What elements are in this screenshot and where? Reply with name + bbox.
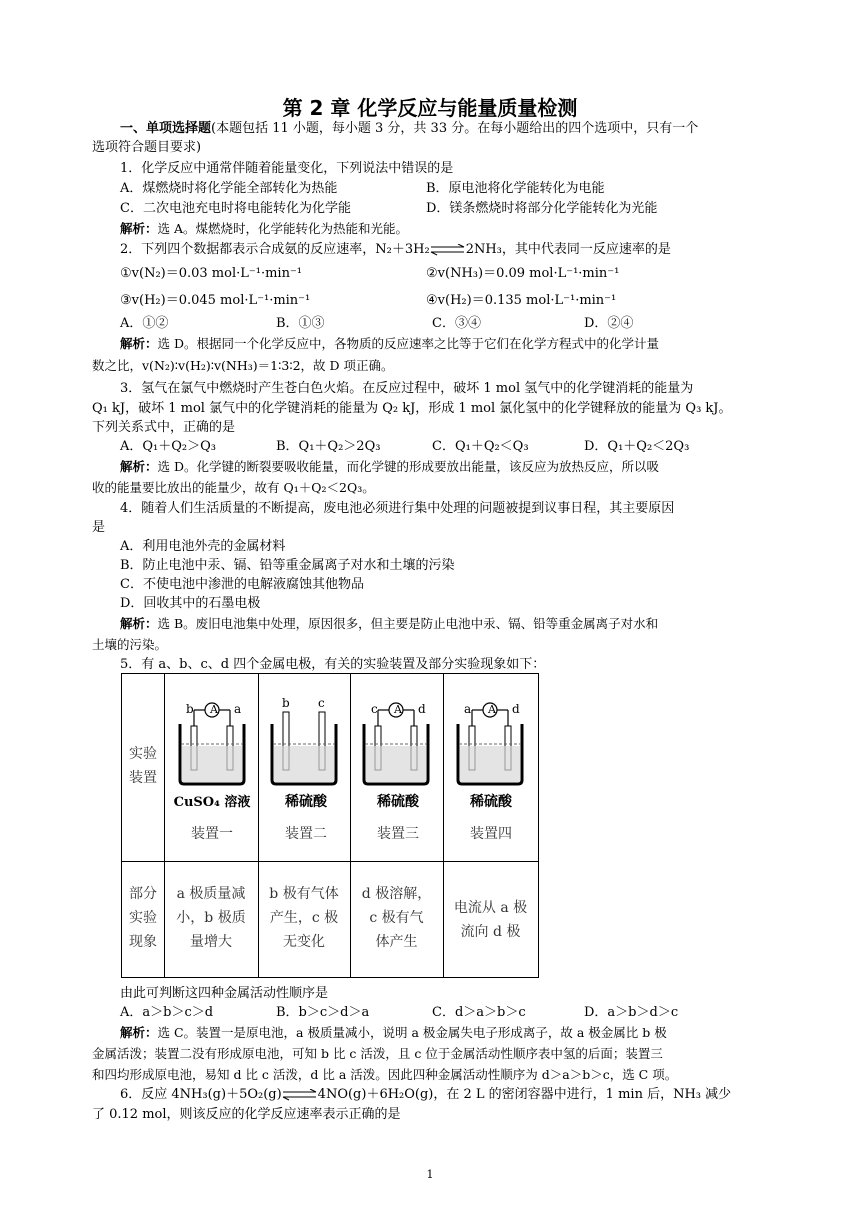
page-title: 第 2 章 化学反应与能量质量检测 <box>282 96 578 120</box>
q2-analysis-2: 数之比，v(N₂)∶v(H₂)∶v(NH₃)＝1∶3∶2，故 D 项正确。 <box>92 358 394 373</box>
q2-stem-a: 2．下列四个数据都表示合成氨的反应速率，N₂＋3H₂ <box>120 242 430 257</box>
q1-option-a: A．煤燃烧时将化学能全部转化为热能 <box>120 181 338 196</box>
q3-option-a: A．Q₁＋Q₂＞Q₃ <box>120 439 216 454</box>
device-name: 装置二 <box>285 826 327 842</box>
q4-analysis-1: 选 B。废旧电池集中处理，原因很多，但主要是防止电池中汞、镉、铅等重金属离子对水和 <box>157 616 659 631</box>
q5-option-a: A．a＞b＞c＞d <box>120 1005 214 1020</box>
q2-option-a: A．①② <box>120 316 169 331</box>
q1-option-d: D．镁条燃烧时将部分化学能转化为光能 <box>426 201 658 216</box>
q3-line-1: 3．氢气在氯气中燃烧时产生苍白色火焰。在反应过程中，破坏 1 mol 氢气中的化学键消耗的能量为 <box>120 381 694 396</box>
q3-analysis <box>120 458 659 475</box>
analysis-label: 解析： <box>120 221 158 236</box>
q4-option-d: D．回收其中的石墨电极 <box>120 596 261 611</box>
section-desc: (本题包括 11 小题，每小题 3 分，共 33 分。在每小题给出的四个选项中，只有一个 <box>211 121 699 136</box>
experiment-table <box>121 673 539 978</box>
q5-analysis-1: 选 C。装置一是原电池，a 极质量减小，说明 a 极金属失电子形成离子，故 a 极金属比 b 极 <box>157 1025 667 1040</box>
q5-option-c: C．d＞a＞b＞c <box>432 1005 526 1020</box>
q4-line-2: 是 <box>92 520 106 535</box>
phenomenon-1: a 极质量减 小，b 极质 量增大 <box>176 886 246 950</box>
q5-option-b: B．b＞c＞d＞a <box>276 1005 370 1020</box>
electrode-label: c <box>318 696 325 710</box>
q2-analysis-1: 选 D。根据同一个化学反应中，各物质的反应速率之比等于它们在化学方程式中的化学计量 <box>157 336 660 351</box>
q5-option-d: D．a＞b＞d＞c <box>584 1005 679 1020</box>
q2-option-d: D．②④ <box>584 316 634 331</box>
electrode-label: b <box>186 702 194 716</box>
q4-analysis-2: 土壤的污染。 <box>92 637 168 652</box>
ammeter-icon: A <box>488 703 496 716</box>
electrode-label: a <box>234 702 242 716</box>
q6-stem <box>120 1086 731 1103</box>
q3-option-b: B．Q₁＋Q₂＞2Q₃ <box>276 439 381 454</box>
row-label-apparatus: 实验 装置 <box>129 746 157 786</box>
q1-stem: 1．化学反应中通常伴随着能量变化，下列说法中错误的是 <box>120 161 454 176</box>
solution-label: CuSO₄ 溶液 <box>173 795 251 810</box>
solution-label: 稀硫酸 <box>470 794 512 810</box>
analysis-label: 解析： <box>120 459 158 474</box>
q2-rate-4: ④v(H₂)＝0.135 mol·L⁻¹·min⁻¹ <box>426 293 617 308</box>
q3-line-3: 下列关系式中，正确的是 <box>92 420 236 435</box>
q3-option-d: D．Q₁＋Q₂＜2Q₃ <box>584 439 690 454</box>
q2-rate-3: ③v(H₂)＝0.045 mol·L⁻¹·min⁻¹ <box>120 293 311 308</box>
solution-label: 稀硫酸 <box>285 794 327 810</box>
page-number: 1 <box>426 1168 434 1181</box>
electrode-label: d <box>418 702 426 716</box>
solution-label: 稀硫酸 <box>377 794 419 810</box>
q2-rate-1: ①v(N₂)＝0.03 mol·L⁻¹·min⁻¹ <box>120 266 303 281</box>
q2-option-b: B．①③ <box>276 316 325 331</box>
ammeter-icon: A <box>394 703 402 716</box>
q3-option-c: C．Q₁＋Q₂＜Q₃ <box>432 439 529 454</box>
q2-stem-b: 2NH₃，其中代表同一反应速率的是 <box>465 242 671 257</box>
q5-analysis-2: 金属活泼；装置二没有形成原电池，可知 b 比 c 活泼，且 c 位于金属活动性顺序表中氢的后面；装置三 <box>92 1046 663 1061</box>
section-heading-line <box>120 120 698 137</box>
q2-rate-2: ②v(NH₃)＝0.09 mol·L⁻¹·min⁻¹ <box>426 266 620 281</box>
analysis-label: 解析： <box>120 1025 158 1040</box>
q6-stem-b: 4NO(g)＋6H₂O(g)，在 2 L 的密闭容器中进行，1 min 后，NH₃ 减少 <box>317 1087 732 1102</box>
q1-option-c: C．二次电池充电时将电能转化为化学能 <box>120 201 351 216</box>
device-name: 装置三 <box>377 826 419 842</box>
q5-analysis <box>120 1024 667 1041</box>
electrode-label: c <box>371 702 378 716</box>
q5-after: 由此可判断这四种金属活动性顺序是 <box>120 986 329 1001</box>
device-name: 装置四 <box>470 826 512 842</box>
q3-analysis-1: 选 D。化学键的断裂要吸收能量，而化学键的形成要放出能量，该反应为放热反应，所以吸 <box>157 459 660 474</box>
phenomenon-2: b 极有气体 产生，c 极 无变化 <box>269 886 339 950</box>
electrode-label: b <box>282 696 290 710</box>
electrode-label: d <box>512 702 520 716</box>
q4-option-b: B．防止电池中汞、镉、铅等重金属离子对水和土壤的污染 <box>120 558 455 573</box>
q5-stem: 5．有 a、b、c、d 四个金属电极，有关的实验装置及部分实验现象如下： <box>120 657 546 672</box>
electrode-label: a <box>464 702 472 716</box>
q5-analysis-3: 和四均形成原电池，易知 d 比 c 活泼，d 比 a 活泼。因此四种金属活动性顺序为 d＞a＞b＞c，选 C 项。 <box>92 1067 678 1082</box>
ammeter-icon: A <box>210 703 218 716</box>
beaker-diagram-2 <box>264 688 346 788</box>
analysis-label: 解析： <box>120 616 158 631</box>
phenomenon-3: d 极溶解， c 极有气 体产生 <box>361 886 432 950</box>
q4-option-a: A．利用电池外壳的金属材料 <box>120 539 286 554</box>
section-desc-2: 选项符合题目要求) <box>92 140 202 155</box>
reversible-arrow-icon <box>430 244 466 256</box>
row-label-phenomenon: 部分 实验 现象 <box>129 886 157 950</box>
q4-option-c: C．不使电池中渗泄的电解液腐蚀其他物品 <box>120 577 364 592</box>
q1-analysis-text: 选 A。煤燃烧时，化学能转化为热能和光能。 <box>157 221 409 236</box>
q2-analysis <box>120 335 659 352</box>
analysis-label: 解析： <box>120 336 158 351</box>
q3-analysis-2: 收的能量要比放出的能量少，故有 Q₁＋Q₂＜2Q₃。 <box>92 480 375 495</box>
q4-analysis <box>120 615 658 632</box>
phenomenon-4: 电流从 a 极 流向 d 极 <box>453 900 528 940</box>
q6-line-2: 了 0.12 mol，则该反应的化学反应速率表示正确的是 <box>92 1107 401 1122</box>
q2-option-c: C．③④ <box>432 316 481 331</box>
q6-stem-a: 6．反应 4NH₃(g)＋5O₂(g) <box>120 1087 282 1102</box>
q3-line-2: Q₁ kJ，破坏 1 mol 氯气中的化学键消耗的能量为 Q₂ kJ，形成 1 mol 氯化氢中的化学键释放的能量为 Q₃ kJ。 <box>92 401 732 416</box>
section-heading: 一、单项选择题 <box>120 121 212 136</box>
q4-line-1: 4．随着人们生活质量的不断提高，废电池必须进行集中处理的问题被提到议事日程，其主要原因 <box>120 501 675 516</box>
device-name: 装置一 <box>191 826 233 842</box>
reversible-arrow-icon <box>282 1089 318 1101</box>
q1-analysis <box>120 220 408 237</box>
q2-stem <box>120 241 671 258</box>
q1-option-b: B．原电池将化学能转化为电能 <box>426 181 605 196</box>
